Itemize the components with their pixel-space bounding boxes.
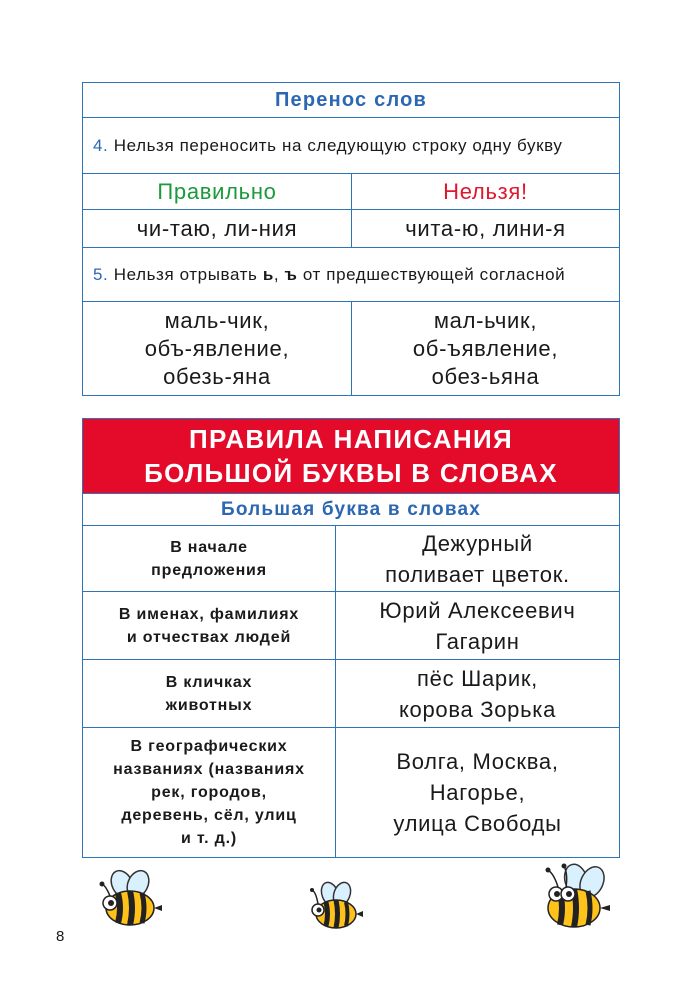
capitals-rule — [83, 592, 336, 659]
example5-correct-line: маль-чик, — [164, 307, 270, 333]
rule-line: животных — [165, 696, 253, 714]
banner-line: БОЛЬШОЙ БУКВЫ В СЛОВАХ — [144, 458, 558, 488]
capitals-banner-row — [82, 418, 620, 494]
wrong-label: Нельзя! — [351, 174, 619, 209]
example5-correct — [83, 302, 351, 395]
hyphenation-title-row — [82, 82, 620, 118]
example5-wrong-line: мал-ьчик, — [433, 307, 538, 333]
rule4-text — [83, 118, 619, 173]
rule5-row — [82, 248, 620, 302]
capitals-row — [82, 592, 620, 660]
example5-wrong — [351, 302, 619, 395]
example-line: Дежурный — [422, 530, 533, 556]
soft-sign: ь — [262, 264, 274, 284]
rule4-row — [82, 118, 620, 174]
example-line: пёс Шарик, — [417, 665, 538, 691]
bee-icon — [96, 864, 166, 930]
capitals-example — [336, 526, 619, 591]
capitals-row — [82, 660, 620, 728]
rule-line: В именах, фамилиях — [118, 605, 300, 623]
capitals-table — [82, 418, 620, 858]
bee-icon — [538, 860, 614, 932]
example-line: корова Зорька — [398, 696, 557, 722]
bee-icon — [306, 878, 366, 932]
rule-line: названиях (названиях — [113, 761, 305, 778]
banner-line: ПРАВИЛА НАПИСАНИЯ — [189, 424, 513, 454]
capitals-subtitle: Большая буква в словах — [220, 498, 482, 520]
labels-row — [82, 174, 620, 210]
example5-correct-line: объ-явление, — [144, 335, 290, 361]
example-line: Волга, Москва, — [396, 749, 559, 774]
rule5-number: 5. — [93, 264, 109, 284]
rule-line: В географических — [130, 738, 288, 755]
capitals-example — [336, 728, 619, 857]
correct-label: Правильно — [157, 178, 277, 204]
rule-line: В начале — [170, 538, 248, 556]
rule5-text-b: от предшествующей согласной — [297, 264, 566, 284]
capitals-rule — [83, 728, 336, 857]
capitals-rule — [83, 660, 336, 727]
rule4-description: Нельзя переносить на следующую строку одну букву — [113, 135, 563, 155]
capitals-rule — [83, 526, 336, 591]
rule5-text-a: Нельзя отрывать — [113, 264, 263, 284]
hard-sign: ъ — [284, 264, 298, 284]
hyphenation-title: Перенос слов — [274, 88, 428, 111]
example5-wrong-line: обез-ьяна — [431, 363, 540, 389]
page-number: 8 — [56, 928, 65, 945]
example-line: Нагорье, — [429, 780, 526, 805]
example-line: Юрий Алексеевич — [379, 597, 576, 623]
capitals-banner — [83, 419, 619, 493]
rule-line: деревень, сёл, улиц — [121, 807, 297, 824]
capitals-row — [82, 728, 620, 858]
hyphenation-table — [82, 82, 620, 396]
capitals-example — [336, 660, 619, 727]
rule5-text — [83, 248, 619, 301]
rule5-sep: , — [273, 264, 285, 284]
capitals-row — [82, 526, 620, 592]
rule-line: и т. д.) — [181, 830, 237, 847]
capitals-subtitle-row — [82, 494, 620, 526]
rule4-number: 4. — [93, 135, 109, 155]
rule-line: В кличках — [165, 673, 253, 691]
example5-correct-line: обезь-яна — [163, 363, 271, 389]
rule-line: предложения — [151, 561, 267, 579]
example-line: Гагарин — [435, 628, 520, 654]
example-line: поливает цветок. — [385, 561, 570, 587]
example4-wrong: чита-ю, лини-я — [351, 210, 619, 247]
rule-line: и отчествах людей — [126, 628, 292, 646]
example4-row — [82, 210, 620, 248]
example-line: улица Свободы — [393, 811, 562, 836]
example5-row — [82, 302, 620, 396]
example4-correct: чи-таю, ли-ния — [136, 215, 298, 241]
capitals-example — [336, 592, 619, 659]
example5-wrong-line: об-ъявление, — [412, 335, 559, 361]
rule-line: рек, городов, — [151, 784, 267, 801]
